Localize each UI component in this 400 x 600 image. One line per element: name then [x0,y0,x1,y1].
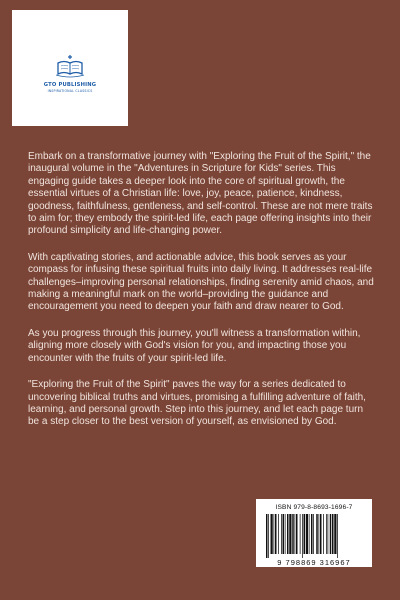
barcode-bar [330,514,332,554]
barcode-bar [320,514,322,554]
barcode-bar [309,514,310,554]
barcode-bar [278,514,279,554]
barcode-bar [316,514,318,554]
barcode-bar [289,514,291,554]
barcode-bar [285,514,286,554]
description-paragraph: With captivating stories, and actionable advice, this book serves as your compass for infusing these spiritual fruits into daily living. It addresses real-life challenges–improving personal relationships, finding serenity amid chaos, and making a meaningful mark on the world–providing the guidance and encouragement you need to deepen your faith and draw nearer to God. [28,251,374,313]
barcode-bar [337,514,338,558]
barcode-bar [281,514,282,554]
barcode-bar [287,514,289,554]
barcode-bar [334,514,336,554]
open-book-cross-icon [55,52,85,78]
barcode-bar [268,514,269,558]
barcode-bar [323,514,324,554]
barcode-bar [274,514,275,554]
barcode-bar [326,514,327,554]
barcode-bar [295,514,296,554]
barcode-bar [292,514,294,554]
isbn-label: ISBN 979-8-8693-1696-7 [275,504,353,511]
barcode-bar [319,514,320,554]
barcode-bar [275,514,277,554]
barcode-bar [266,514,268,558]
barcode-bar [313,514,314,554]
barcode-bar [311,514,313,554]
isbn-barcode [256,499,372,567]
barcode-bar [283,514,285,554]
publisher-logo [12,10,128,126]
description-paragraph: Embark on a transformative journey with "Exploring the Fruit of the Spirit," the inaugural volume in the "Adventures in Scripture for Kids" series. This engaging guide takes a deeper look into the core of spiritual growth, the essential virtues of a Christian life: love, joy, peace, patience, kindness, goodness, faithfulness, gentleness, and self-control. These are not mere traits to aim for; they embody the spirit-led life, each page offering insights into their profound simplicity and life-changing power. [28,151,373,237]
barcode-digits: 9 798869 316967 [277,558,351,567]
barcode-bar [302,514,303,558]
barcode-bar [306,514,308,554]
description-paragraph: "Exploring the Fruit of the Spirit" paves the way for a series dedicated to uncovering biblical truths and virtues, promising a fulfilling adventure of faith, learning, and personal growth. Step into this journey, and let each page turn be a step closer to the best version of yourself, as envisioned by God. [28,379,366,428]
publisher-name: GTO PUBLISHING [43,82,97,88]
barcode-bar [271,514,273,554]
barcode-bar [332,514,334,554]
barcode-bar [296,514,298,554]
description-paragraph: As you progress through this journey, you'll witness a transformation within, aligning more closely with God's vision for you, and impacting those you encounter with the fruits of your spirit-led life. [28,327,361,364]
barcode-bar [328,514,329,554]
barcode-bar [300,514,301,554]
barcode-bars [265,514,363,558]
publisher-tagline: INSPIRATIONAL CLASSICS [47,89,93,93]
book-description [28,151,376,443]
barcode-bar [304,514,306,554]
